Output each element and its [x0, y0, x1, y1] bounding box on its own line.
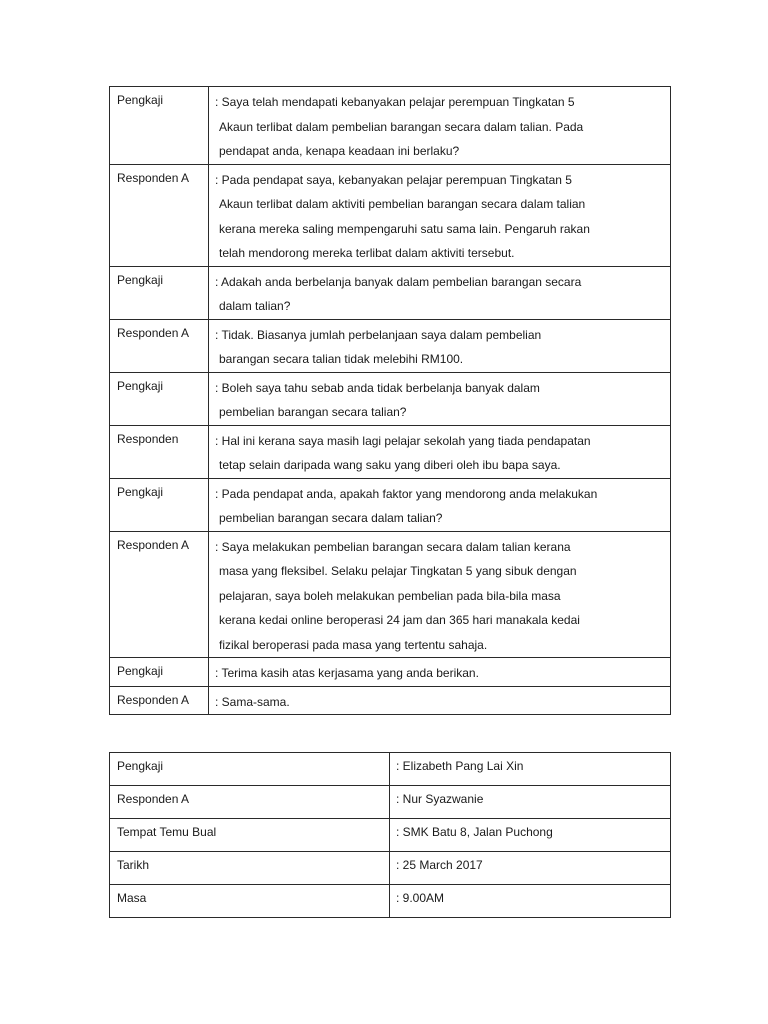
interview-row — [110, 87, 671, 165]
utterance-line: pendapat anda, kenapa keadaan ini berlaku? — [219, 144, 460, 158]
utterance-line: pelajaran, saya boleh melakukan pembelian pada bila-bila masa — [219, 588, 561, 603]
details-value: : Elizabeth Pang Lai Xin — [390, 753, 671, 786]
utterance-line: : Adakah anda berbelanja banyak dalam pembelian barangan secara — [215, 274, 582, 289]
details-value: : SMK Batu 8, Jalan Puchong — [390, 819, 671, 852]
interview-row — [110, 266, 671, 319]
details-row — [110, 819, 671, 852]
utterance-line: : Pada pendapat anda, apakah faktor yang mendorong anda melakukan — [215, 486, 598, 501]
details-value: : 25 March 2017 — [390, 852, 671, 885]
interview-row — [110, 478, 671, 531]
speaker-cell: Pengkaji — [110, 266, 209, 319]
utterance-cell — [209, 425, 671, 478]
interview-details-table — [109, 752, 671, 918]
details-row — [110, 852, 671, 885]
interview-row — [110, 686, 671, 715]
utterance-cell — [209, 372, 671, 425]
utterance-line: kerana mereka saling mempengaruhi satu sama lain. Pengaruh rakan — [219, 221, 590, 236]
speaker-cell: Pengkaji — [110, 87, 209, 165]
interview-row — [110, 531, 671, 658]
speaker-cell: Responden A — [110, 686, 209, 715]
speaker-cell: Responden A — [110, 531, 209, 658]
utterance-line: : Sama-sama. — [215, 694, 290, 709]
utterance-cell — [209, 531, 671, 658]
details-label: Tempat Temu Bual — [110, 819, 390, 852]
details-row — [110, 753, 671, 786]
utterance-line: : Boleh saya tahu sebab anda tidak berbelanja banyak dalam — [215, 380, 540, 395]
utterance-cell — [209, 686, 671, 715]
speaker-cell: Pengkaji — [110, 658, 209, 687]
utterance-line: barangan secara talian tidak melebihi RM100. — [219, 352, 464, 366]
utterance-line: : Saya telah mendapati kebanyakan pelajar perempuan Tingkatan 5 — [215, 95, 575, 109]
speaker-cell: Responden A — [110, 164, 209, 266]
interview-row — [110, 319, 671, 372]
utterance-line: Akaun terlibat dalam aktiviti pembelian barangan secara dalam talian — [219, 197, 586, 211]
utterance-line: dalam talian? — [219, 299, 291, 313]
utterance-cell — [209, 319, 671, 372]
interview-table — [109, 86, 671, 715]
speaker-cell: Responden — [110, 425, 209, 478]
interview-row — [110, 372, 671, 425]
utterance-line: pembelian barangan secara talian? — [219, 405, 407, 419]
utterance-line: : Tidak. Biasanya jumlah perbelanjaan saya dalam pembelian — [215, 327, 542, 342]
interview-table-body — [110, 87, 671, 715]
utterance-line: fizikal beroperasi pada masa yang tertentu sahaja. — [219, 637, 488, 652]
speaker-cell: Pengkaji — [110, 372, 209, 425]
utterance-line: telah mendorong mereka terlibat dalam aktiviti tersebut. — [219, 246, 515, 260]
details-label: Responden A — [110, 786, 390, 819]
interview-row — [110, 164, 671, 266]
speaker-cell: Pengkaji — [110, 478, 209, 531]
utterance-line: kerana kedai online beroperasi 24 jam dan 365 hari manakala kedai — [219, 613, 580, 627]
utterance-cell — [209, 164, 671, 266]
utterance-line: pembelian barangan secara dalam talian? — [219, 511, 443, 525]
utterance-line: : Pada pendapat saya, kebanyakan pelajar perempuan Tingkatan 5 — [215, 172, 572, 187]
utterance-line: masa yang fleksibel. Selaku pelajar Tingkatan 5 yang sibuk dengan — [219, 564, 577, 578]
interview-row — [110, 658, 671, 687]
details-label: Masa — [110, 885, 390, 918]
speaker-cell: Responden A — [110, 319, 209, 372]
utterance-line: tetap selain daripada wang saku yang diberi oleh ibu bapa saya. — [219, 458, 561, 472]
utterance-line: : Saya melakukan pembelian barangan secara dalam talian kerana — [215, 539, 571, 554]
utterance-cell — [209, 266, 671, 319]
utterance-cell — [209, 478, 671, 531]
utterance-line: Akaun terlibat dalam pembelian barangan secara dalam talian. Pada — [219, 119, 584, 134]
utterance-line: : Terima kasih atas kerjasama yang anda berikan. — [215, 666, 479, 680]
details-label: Pengkaji — [110, 753, 390, 786]
details-row — [110, 885, 671, 918]
interview-row — [110, 425, 671, 478]
details-value: : Nur Syazwanie — [390, 786, 671, 819]
utterance-line: : Hal ini kerana saya masih lagi pelajar sekolah yang tiada pendapatan — [215, 433, 591, 448]
details-value: : 9.00AM — [390, 885, 671, 918]
details-table-body — [110, 753, 671, 918]
details-label: Tarikh — [110, 852, 390, 885]
utterance-cell — [209, 87, 671, 165]
details-row — [110, 786, 671, 819]
utterance-cell — [209, 658, 671, 687]
